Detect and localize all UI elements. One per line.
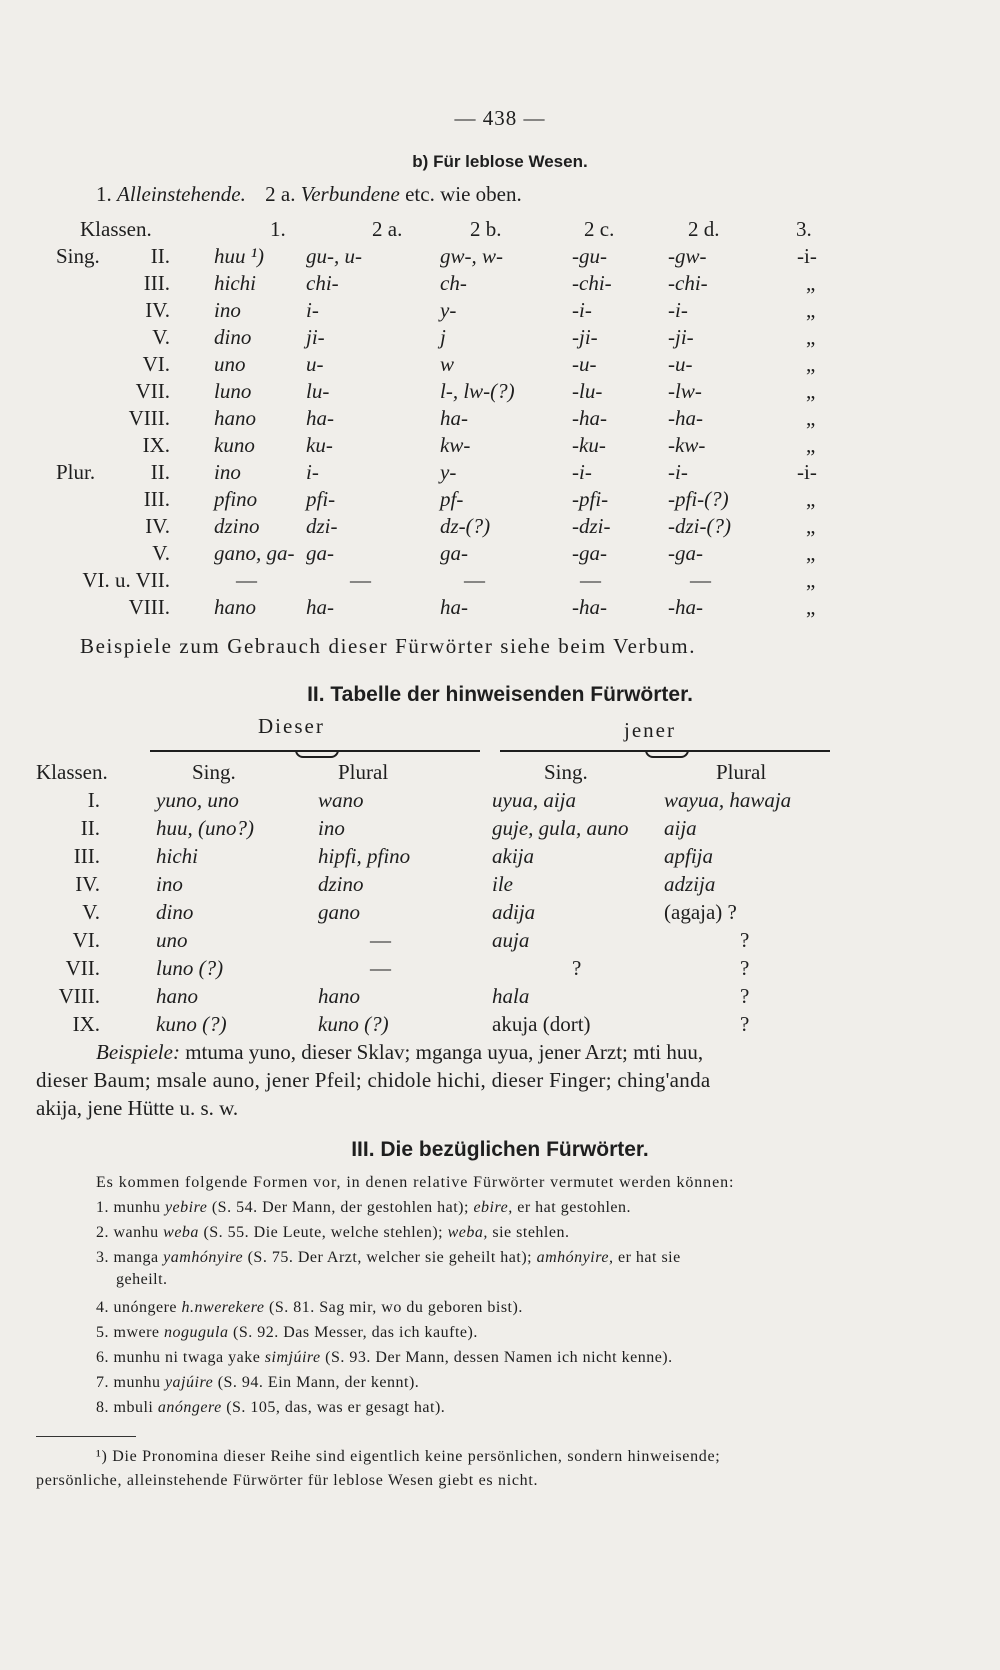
- dieser-plural: wano: [318, 788, 364, 812]
- form-2d: -kw-: [668, 433, 706, 457]
- form-2a: ga-: [306, 541, 334, 565]
- footnote-line-2: persönliche, alleinstehende Fürwörter für leblose Wesen giebt es nicht.: [36, 1472, 539, 1489]
- form-3: -i-: [797, 244, 817, 268]
- item-form: anóngere: [157, 1399, 222, 1416]
- jener-sing: ?: [572, 956, 582, 980]
- item-text: wanhu: [113, 1224, 159, 1241]
- table-row: [0, 323, 1000, 350]
- section-iii-heading: III. Die bezüglichen Fürwörter.: [351, 1138, 649, 1161]
- form-2c: -ha-: [572, 595, 607, 619]
- header-dieser-sing: Sing.: [192, 760, 236, 784]
- form-2c: -ji-: [572, 325, 598, 349]
- list-item: [96, 1222, 569, 1244]
- form-3: „: [806, 541, 816, 565]
- form-2b: j: [440, 325, 446, 349]
- jener-plural: ?: [740, 928, 750, 952]
- class-label: IV.: [145, 514, 170, 538]
- list-item: [96, 1297, 523, 1319]
- class-label: VI.: [72, 928, 100, 952]
- form-2d: -gw-: [668, 244, 707, 268]
- header-dieser-plural: Plural: [338, 760, 389, 784]
- jener-plural: (agaja) ?: [664, 900, 737, 924]
- table-row: [0, 350, 1000, 377]
- form-2a: pfi-: [306, 487, 336, 511]
- form-1: kuno: [214, 433, 255, 457]
- form-2a: —: [350, 568, 371, 592]
- header-jener-plural: Plural: [716, 760, 767, 784]
- form-3: „: [806, 406, 816, 430]
- class-label: II.: [150, 244, 170, 268]
- class-label: V.: [152, 325, 170, 349]
- form-3: „: [806, 568, 816, 592]
- class-label: IX.: [72, 1012, 100, 1036]
- form-2c: -ku-: [572, 433, 606, 457]
- examples-label: Beispiele:: [96, 1040, 180, 1064]
- form-3: -i-: [797, 460, 817, 484]
- examples-text-1: mtuma yuno, dieser Sklav; mganga uyua, jener Arzt; mti huu,: [185, 1040, 704, 1064]
- jener-sing: uyua, aija: [492, 788, 576, 812]
- class-label: VIII.: [128, 406, 170, 430]
- class-label: VII.: [65, 956, 100, 980]
- intro-2a-label: Verbundene: [300, 182, 400, 206]
- footnote-rule: [36, 1436, 136, 1437]
- class-label: II.: [150, 460, 170, 484]
- group-label: Plur.: [56, 460, 96, 484]
- class-label: II.: [80, 816, 100, 840]
- class-label: VI.: [142, 352, 170, 376]
- intro-label: Alleinstehende.: [117, 182, 246, 206]
- jener-sing: akuja (dort): [492, 1012, 591, 1036]
- item-text: geheilt.: [116, 1271, 168, 1288]
- form-2a: ku-: [306, 433, 333, 457]
- form-3: „: [806, 298, 816, 322]
- jener-label: jener: [624, 718, 676, 742]
- form-2a: chi-: [306, 271, 339, 295]
- header-col-1: 1.: [270, 217, 286, 241]
- form-2c: -i-: [572, 460, 592, 484]
- item-text: mbuli: [113, 1399, 154, 1416]
- footnote-line-1: [96, 1446, 720, 1468]
- intro-rest: etc. wie oben.: [405, 182, 522, 206]
- form-2d: -dzi-(?): [668, 514, 731, 538]
- form-2a: ha-: [306, 595, 334, 619]
- examples-line-2: dieser Baum; msale auno, jener Pfeil; chidole hichi, dieser Finger; ching'anda: [36, 1068, 711, 1092]
- form-2c: -dzi-: [572, 514, 611, 538]
- item-form-2: amhónyire,: [536, 1249, 614, 1266]
- item-form: nogugula: [164, 1324, 229, 1341]
- form-3: „: [806, 514, 816, 538]
- item-form: h.nwerekere: [181, 1299, 265, 1316]
- form-3: „: [806, 379, 816, 403]
- form-1: gano, ga-: [214, 541, 295, 565]
- section-iii-intro: Es kommen folgende Formen vor, in denen relative Fürwörter vermutet werden können:: [96, 1174, 735, 1191]
- form-2c: -pfi-: [572, 487, 609, 511]
- form-2b: kw-: [440, 433, 471, 457]
- form-1: pfino: [214, 487, 258, 511]
- form-2c: —: [580, 568, 601, 592]
- jener-plural: ?: [740, 1012, 750, 1036]
- class-label: IX.: [142, 433, 170, 457]
- list-item: [96, 1197, 631, 1219]
- form-2c: -ha-: [572, 406, 607, 430]
- form-2c: -chi-: [572, 271, 612, 295]
- item-gloss: (S. 105, das, was er gesagt hat).: [226, 1399, 446, 1416]
- item-text: unóngere: [113, 1299, 178, 1316]
- dieser-sing: dino: [156, 900, 194, 924]
- form-1: dino: [214, 325, 252, 349]
- form-3: „: [806, 595, 816, 619]
- header-klassen: Klassen.: [36, 760, 108, 784]
- form-1: ino: [214, 298, 241, 322]
- table-row: [0, 269, 1000, 296]
- list-item: [96, 1322, 478, 1344]
- item-gloss: (S. 94. Ein Mann, der kennt).: [217, 1374, 420, 1391]
- item-text: manga: [113, 1249, 159, 1266]
- item-gloss-2: er hat sie: [617, 1249, 681, 1266]
- dieser-sing: hano: [156, 984, 198, 1008]
- item-gloss-2: sie stehlen.: [492, 1224, 570, 1241]
- dieser-sing: ino: [156, 872, 183, 896]
- form-3: „: [806, 433, 816, 457]
- table-row: [0, 539, 1000, 566]
- form-2b: l-, lw-(?): [440, 379, 515, 403]
- form-1: —: [236, 568, 257, 592]
- class-label: IV.: [75, 872, 100, 896]
- form-2d: -pfi-(?): [668, 487, 729, 511]
- table-row: [0, 898, 1000, 925]
- item-gloss: (S. 93. Der Mann, dessen Namen ich nicht kenne).: [325, 1349, 673, 1366]
- form-2a: gu-, u-: [306, 244, 362, 268]
- item-gloss: (S. 75. Der Arzt, welcher sie geheilt hat);: [247, 1249, 533, 1266]
- form-2d: -ha-: [668, 406, 703, 430]
- dieser-sing: yuno, uno: [156, 788, 239, 812]
- table-row: [0, 242, 1000, 269]
- dieser-plural: dzino: [318, 872, 364, 896]
- item-number: 8.: [96, 1399, 109, 1416]
- section-b-note: Beispiele zum Gebrauch dieser Fürwörter siehe beim Verbum.: [80, 634, 697, 658]
- class-label: V.: [152, 541, 170, 565]
- table-row: [0, 786, 1000, 813]
- item-number: 3.: [96, 1249, 109, 1266]
- form-1: uno: [214, 352, 246, 376]
- dieser-sing: kuno (?): [156, 1012, 227, 1036]
- form-2c: -ga-: [572, 541, 607, 565]
- item-form: yebire: [164, 1199, 208, 1216]
- form-2d: -ha-: [668, 595, 703, 619]
- item-form: weba: [163, 1224, 199, 1241]
- item-text: munhu: [113, 1374, 161, 1391]
- form-2a: lu-: [306, 379, 330, 403]
- item-number: 4.: [96, 1299, 109, 1316]
- jener-plural: aija: [664, 816, 697, 840]
- dieser-plural: kuno (?): [318, 1012, 389, 1036]
- footnote-mark: ¹): [96, 1448, 108, 1465]
- class-label: V.: [82, 900, 100, 924]
- form-3: „: [806, 325, 816, 349]
- table-row: [0, 566, 1000, 593]
- list-item: [96, 1347, 673, 1369]
- form-2d: -i-: [668, 298, 688, 322]
- jener-sing: akija: [492, 844, 534, 868]
- footnote-text-1: Die Pronomina dieser Reihe sind eigentlich keine persönlichen, sondern hinweisende;: [112, 1448, 721, 1465]
- header-klassen: Klassen.: [80, 217, 152, 241]
- header-col-2c: 2 c.: [584, 217, 615, 241]
- form-1: dzino: [214, 514, 260, 538]
- item-gloss: (S. 55. Die Leute, welche stehlen);: [203, 1224, 444, 1241]
- jener-plural: wayua, hawaja: [664, 788, 792, 812]
- jener-sing: guje, gula, auno: [492, 816, 629, 840]
- item-number: 5.: [96, 1324, 109, 1341]
- item-number: 7.: [96, 1374, 109, 1391]
- group-label: Sing.: [56, 244, 100, 268]
- form-2a: i-: [306, 298, 319, 322]
- form-2a: i-: [306, 460, 319, 484]
- form-2b: ch-: [440, 271, 467, 295]
- jener-sing: hala: [492, 984, 530, 1008]
- class-label: VIII.: [58, 984, 100, 1008]
- dieser-sing: uno: [156, 928, 188, 952]
- form-2b: pf-: [440, 487, 464, 511]
- form-2d: -lw-: [668, 379, 702, 403]
- item-text: munhu: [113, 1199, 161, 1216]
- item-gloss: (S. 81. Sag mir, wo du geboren bist).: [268, 1299, 523, 1316]
- header-col-2b: 2 b.: [470, 217, 502, 241]
- form-2d: —: [690, 568, 711, 592]
- item-number: 2.: [96, 1224, 109, 1241]
- jener-plural: ?: [740, 956, 750, 980]
- form-2a: u-: [306, 352, 324, 376]
- item-number: 6.: [96, 1349, 109, 1366]
- class-label: III.: [73, 844, 100, 868]
- jener-plural: adzija: [664, 872, 716, 896]
- item-form: yajúire: [164, 1374, 214, 1391]
- jener-plural: ?: [740, 984, 750, 1008]
- list-item-continuation: [116, 1269, 168, 1291]
- section-ii-header-row: [0, 758, 1000, 785]
- form-2b: dz-(?): [440, 514, 491, 538]
- form-2c: -lu-: [572, 379, 603, 403]
- table-row: [0, 926, 1000, 953]
- form-2b: y-: [440, 298, 457, 322]
- item-form-2: ebire,: [473, 1199, 513, 1216]
- list-item: [96, 1247, 681, 1269]
- form-2d: -ga-: [668, 541, 703, 565]
- form-1: huu ¹): [214, 244, 265, 268]
- header-col-2d: 2 d.: [688, 217, 720, 241]
- section-ii-heading: II. Tabelle der hinweisenden Fürwörter.: [307, 683, 693, 706]
- item-form-2: weba,: [447, 1224, 488, 1241]
- dieser-plural: ino: [318, 816, 345, 840]
- form-2c: -gu-: [572, 244, 607, 268]
- examples-line-3: akija, jene Hütte u. s. w.: [36, 1096, 239, 1120]
- form-3: „: [806, 271, 816, 295]
- form-2d: -ji-: [668, 325, 694, 349]
- item-number: 1.: [96, 1199, 109, 1216]
- jener-sing: auja: [492, 928, 530, 952]
- class-label: I.: [87, 788, 100, 812]
- dieser-plural: hipfi, pfino: [318, 844, 411, 868]
- table-row: [0, 814, 1000, 841]
- item-gloss: (S. 92. Das Messer, das ich kaufte).: [232, 1324, 478, 1341]
- table-row: [0, 870, 1000, 897]
- dieser-label: Dieser: [258, 714, 325, 738]
- jener-sing: adija: [492, 900, 536, 924]
- form-2b: ha-: [440, 406, 468, 430]
- form-1: hano: [214, 406, 256, 430]
- form-2a: ha-: [306, 406, 334, 430]
- dieser-plural: gano: [318, 900, 360, 924]
- dieser-plural: —: [370, 956, 391, 980]
- form-2c: -u-: [572, 352, 597, 376]
- intro-line: [96, 180, 522, 208]
- form-2b: w: [440, 352, 455, 376]
- form-3: „: [806, 352, 816, 376]
- intro-2a: 2 a.: [265, 182, 296, 206]
- examples-line-1: [96, 1038, 703, 1066]
- table-row: [0, 1010, 1000, 1037]
- form-2b: —: [464, 568, 485, 592]
- dieser-sing: luno (?): [156, 956, 224, 980]
- dieser-sing: hichi: [156, 844, 198, 868]
- table-row: [0, 296, 1000, 323]
- item-form: simjúire: [264, 1349, 321, 1366]
- section-b-heading: b) Für leblose Wesen.: [412, 152, 588, 171]
- table-row: [0, 982, 1000, 1009]
- class-label: VIII.: [128, 595, 170, 619]
- form-2b: y-: [440, 460, 457, 484]
- item-text: mwere: [113, 1324, 160, 1341]
- class-label: III.: [143, 271, 170, 295]
- table-row: [0, 842, 1000, 869]
- dieser-sing: huu, (uno?): [156, 816, 254, 840]
- form-2b: gw-, w-: [440, 244, 503, 268]
- item-form: yamhónyire: [163, 1249, 244, 1266]
- form-1: hano: [214, 595, 256, 619]
- form-2d: -i-: [668, 460, 688, 484]
- jener-sing: ile: [492, 872, 513, 896]
- page-number: — 438 —: [454, 106, 546, 130]
- jener-plural: apfija: [664, 844, 714, 868]
- item-gloss-2: er hat gestohlen.: [517, 1199, 632, 1216]
- form-1: ino: [214, 460, 241, 484]
- table-row: [0, 512, 1000, 539]
- item-text: munhu ni twaga yake: [113, 1349, 261, 1366]
- form-2a: ji-: [306, 325, 325, 349]
- class-label: IV.: [145, 298, 170, 322]
- table-row: [0, 431, 1000, 458]
- form-2b: ga-: [440, 541, 468, 565]
- dieser-plural: —: [370, 928, 391, 952]
- form-1: luno: [214, 379, 252, 403]
- class-label: VI. u. VII.: [82, 568, 170, 592]
- table-row: [0, 458, 1000, 485]
- table-row: [0, 404, 1000, 431]
- table-row: [0, 485, 1000, 512]
- list-item: [96, 1397, 445, 1419]
- form-2b: ha-: [440, 595, 468, 619]
- header-col-3: 3.: [796, 217, 812, 241]
- form-3: „: [806, 487, 816, 511]
- form-1: hichi: [214, 271, 256, 295]
- section-b-header-row: [0, 215, 1000, 242]
- table-row: [0, 377, 1000, 404]
- list-item: [96, 1372, 419, 1394]
- class-label: III.: [143, 487, 170, 511]
- dieser-plural: hano: [318, 984, 360, 1008]
- header-jener-sing: Sing.: [544, 760, 588, 784]
- form-2c: -i-: [572, 298, 592, 322]
- form-2d: -chi-: [668, 271, 708, 295]
- form-2a: dzi-: [306, 514, 338, 538]
- class-label: VII.: [135, 379, 170, 403]
- item-gloss: (S. 54. Der Mann, der gestohlen hat);: [211, 1199, 469, 1216]
- form-2d: -u-: [668, 352, 693, 376]
- header-col-2a: 2 a.: [372, 217, 403, 241]
- intro-num: 1.: [96, 182, 112, 206]
- table-row: [0, 593, 1000, 620]
- table-row: [0, 954, 1000, 981]
